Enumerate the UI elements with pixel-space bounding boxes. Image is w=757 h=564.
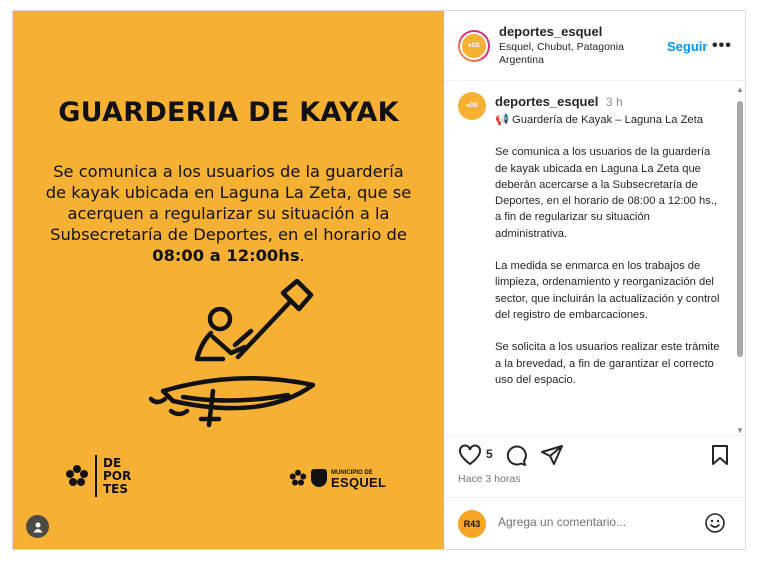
post-image[interactable] <box>13 11 444 549</box>
caption-username[interactable]: deportes_esquel <box>495 94 599 109</box>
caption-scrollbar[interactable] <box>736 85 744 435</box>
scrollbar-thumb[interactable] <box>737 101 743 357</box>
person-icon <box>32 521 44 533</box>
municipio-wordmark <box>331 468 386 488</box>
caption-paragraph: Se comunica a los usuarios de la guardería de kayak ubicada en Laguna La Zeta que deberán acercarse a la Subsecretaría de Deportes, en el horario de 08:00 a 12:00 hs., a fin de regularizar su situación administrativa. <box>495 146 718 240</box>
header-location[interactable]: Esquel, Chubut, Patagonia Argentina <box>499 41 624 66</box>
logo-line-3: TES <box>103 481 129 496</box>
logo-line-2: POR <box>103 468 132 483</box>
scroll-up-icon[interactable]: ▲ <box>736 85 744 94</box>
municipio-small-text: MUNICIPIO DE <box>331 470 373 476</box>
comment-input[interactable] <box>498 515 698 529</box>
profile-avatar-ring[interactable] <box>458 30 490 62</box>
emoji-icon[interactable] <box>704 512 726 534</box>
share-icon[interactable] <box>540 444 564 466</box>
more-options-icon[interactable]: ••• <box>712 37 732 54</box>
bookmark-icon[interactable] <box>710 444 730 466</box>
avatar[interactable]: R43 <box>458 510 486 538</box>
comment-bar <box>444 497 746 549</box>
municipio-logo <box>289 468 386 488</box>
header-username[interactable]: deportes_esquel <box>499 24 603 39</box>
follow-button[interactable]: Seguir <box>667 39 708 54</box>
poster-title: GUARDERIA DE KAYAK <box>58 97 399 128</box>
poster-body-text: Se comunica a los usuarios de la guardería de kayak ubicada en Laguna La Zeta, que se acerquen a regularizar su situación a la Subsecretaría de Deportes, en el horario de <box>45 162 412 244</box>
post-actions <box>444 435 746 497</box>
poster-body <box>41 161 416 266</box>
avatar: ●DE <box>460 32 488 60</box>
post-card <box>12 10 746 550</box>
header-text <box>499 24 639 67</box>
municipio-big-text: ESQUEL <box>331 475 387 490</box>
likes-count[interactable]: 5 <box>486 447 493 461</box>
tagged-user-icon[interactable] <box>26 515 49 538</box>
caption-paragraph: Se solicita a los usuarios realizar este trámite a la brevedad, a fin de garantizar el correcto uso del espacio. <box>495 341 720 386</box>
post-timestamp: Hace 3 horas <box>458 473 521 485</box>
caption-header <box>495 94 623 109</box>
flower-icon <box>65 464 89 488</box>
shield-icon <box>311 469 327 487</box>
post-header <box>444 11 745 81</box>
deportes-wordmark <box>103 457 131 496</box>
poster-body-end: . <box>299 246 305 265</box>
heart-icon[interactable] <box>458 444 482 466</box>
caption-time: 3 h <box>605 95 623 109</box>
logo-divider <box>95 455 97 497</box>
avatar[interactable]: ●DE <box>458 92 486 120</box>
flower-icon <box>289 469 307 487</box>
kayak-paddler-icon <box>143 279 318 429</box>
comment-icon[interactable] <box>504 444 528 466</box>
caption-text <box>495 112 725 404</box>
caption-paragraph: La medida se enmarca en los trabajos de limpieza, ordenamiento y reorganización del sector, que incluirán la actualización y control del registro de embarcaciones. <box>495 260 720 321</box>
post-side-panel <box>444 11 745 549</box>
caption-area[interactable] <box>444 82 746 434</box>
logo-line-1: DE <box>103 455 122 470</box>
poster-hours: 08:00 a 12:00hs <box>152 246 300 265</box>
scroll-down-icon[interactable]: ▼ <box>736 426 744 435</box>
caption-title: Guardería de Kayak – Laguna La Zeta <box>512 114 703 126</box>
megaphone-icon: 📢 <box>495 114 509 126</box>
deportes-logo <box>65 455 131 497</box>
